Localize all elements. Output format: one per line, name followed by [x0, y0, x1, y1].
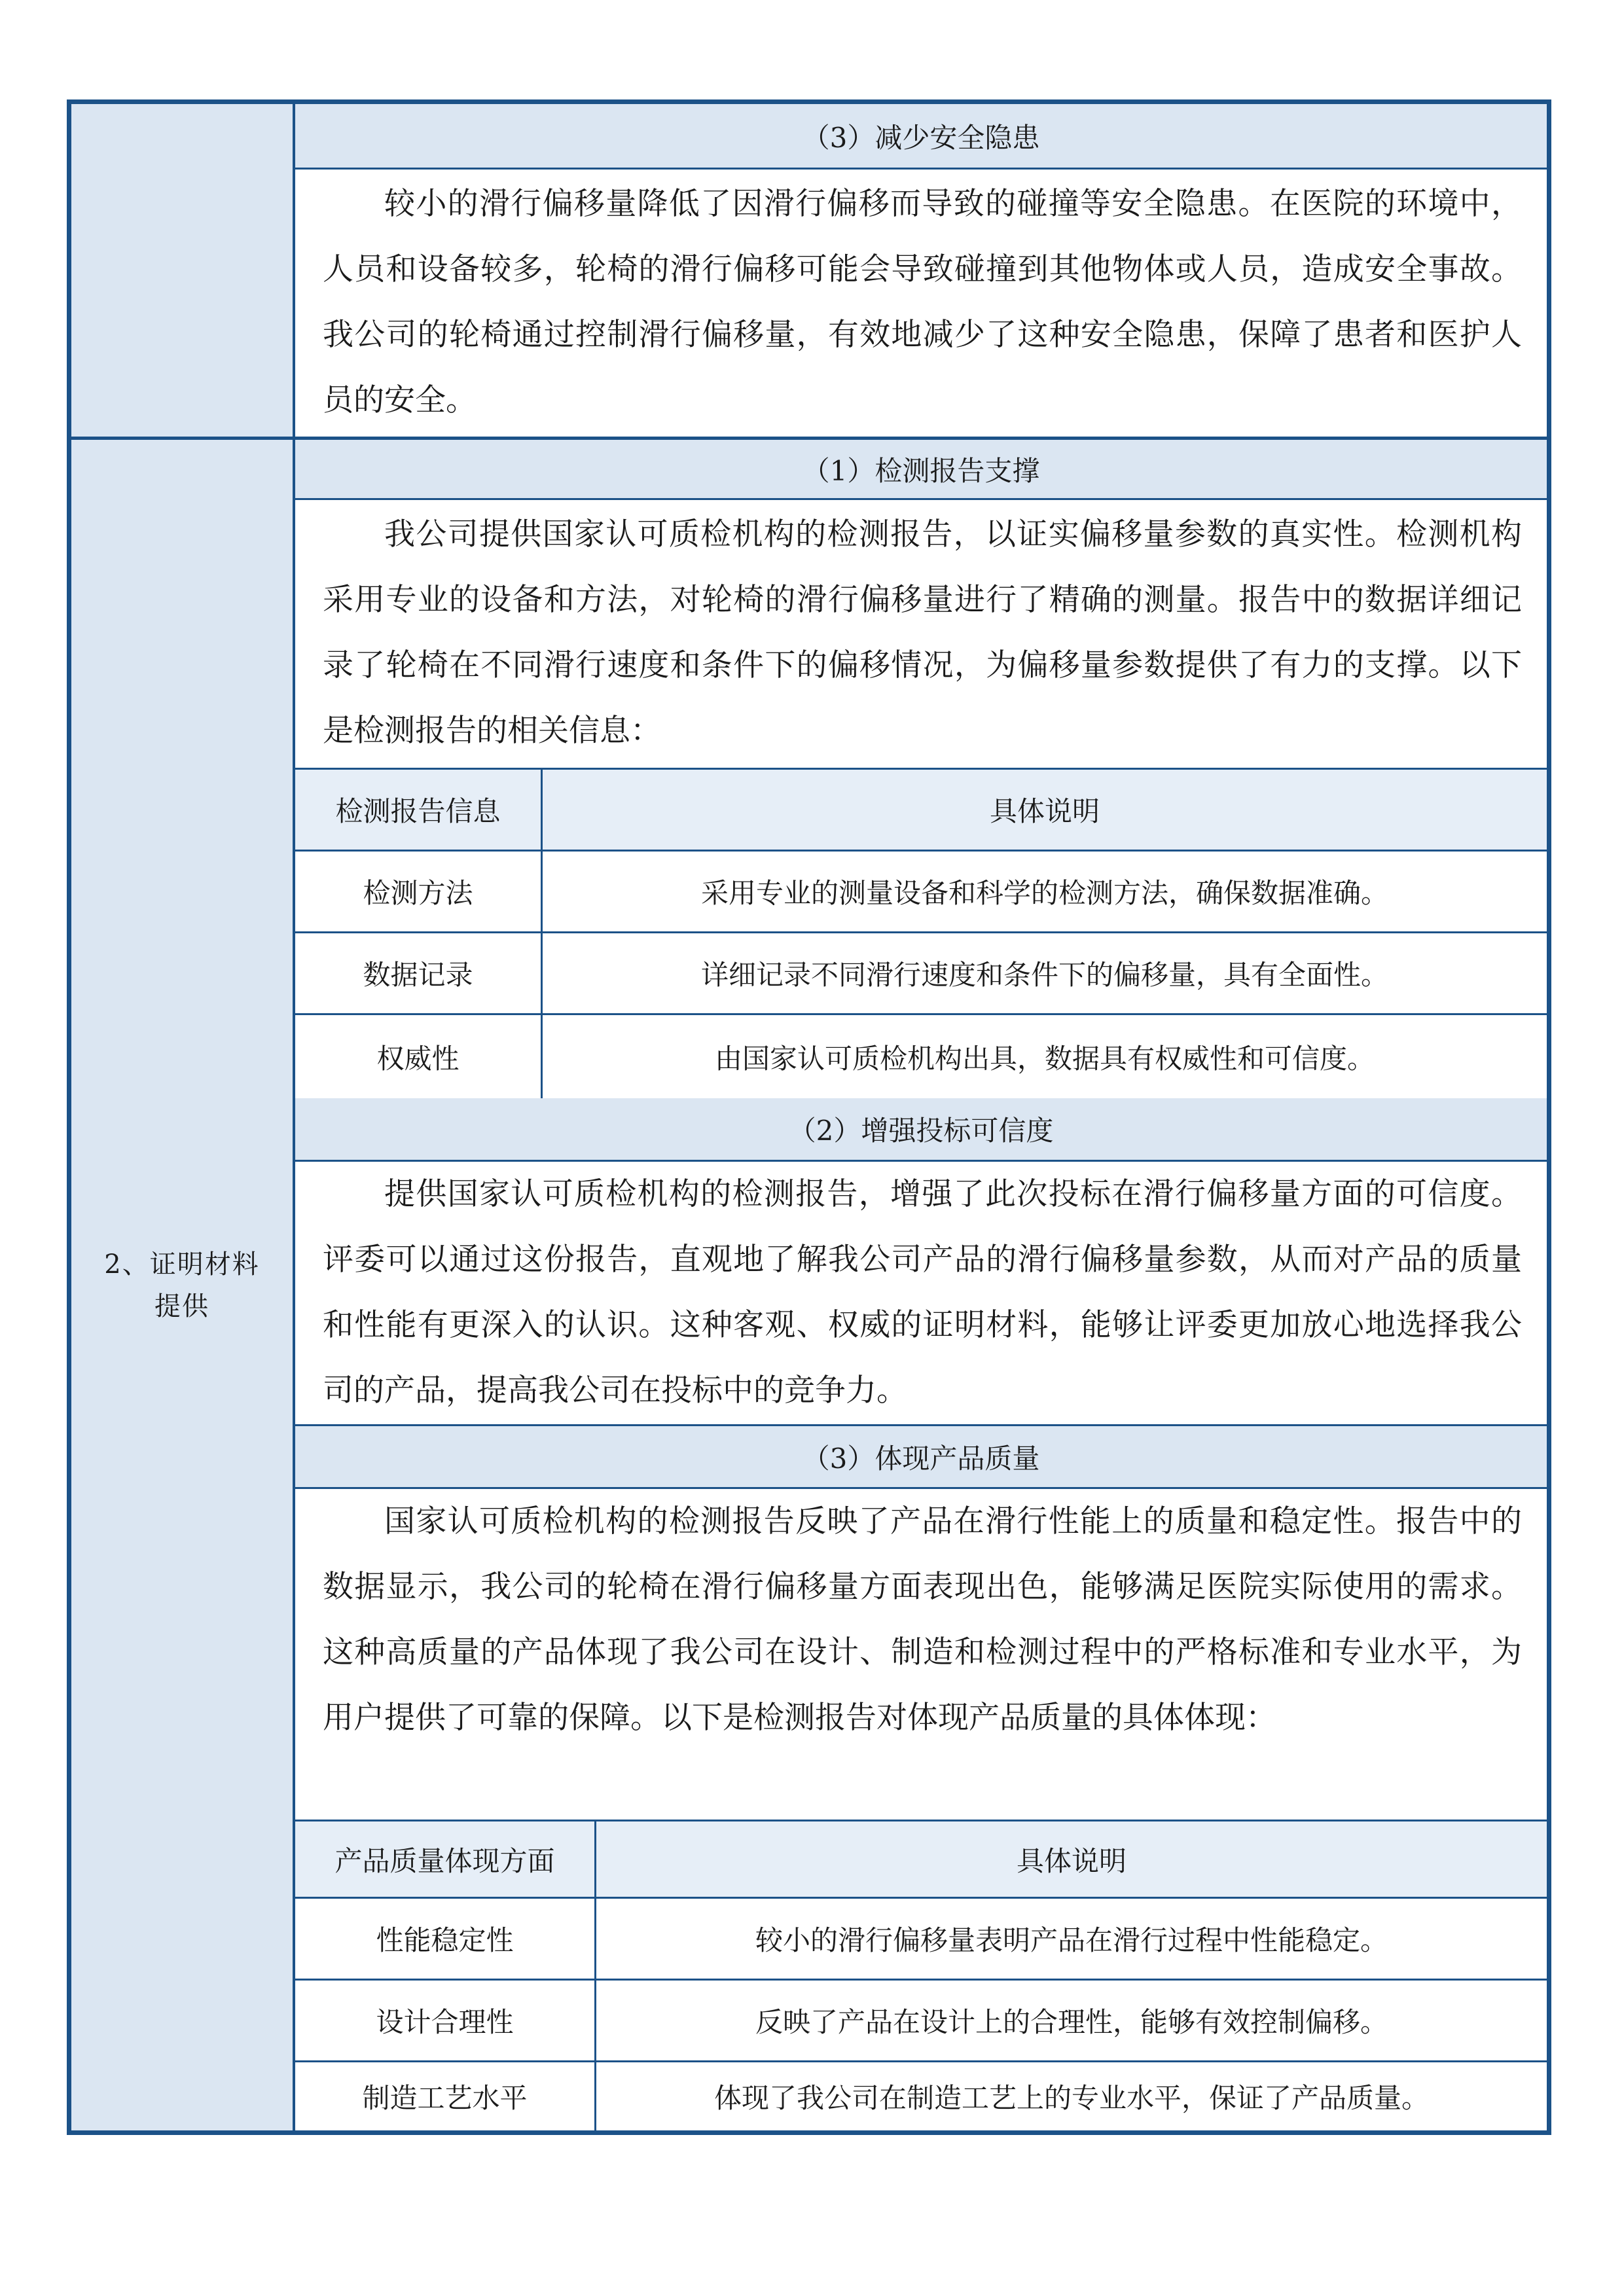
table-cell: 性能稳定性 — [295, 1899, 596, 1979]
subheading-enhance-bid-credibility: （2）增强投标可信度 — [295, 1098, 1547, 1162]
paragraph-enhance-bid-credibility: 提供国家认可质检机构的检测报告，增强了此次投标在滑行偏移量方面的可信度。评委可以通过这份报告，直观地了解我公司产品的滑行偏移量参数，从而对产品的质量和性能有更深入的认识。这种客观、权威的证明材料，能够让评委更加放心地选择我公司的产品，提高我公司在投标中的竞争力。 — [295, 1162, 1547, 1426]
subheading-reduce-safety-hazards: （3）减少安全隐患 — [295, 104, 1547, 170]
table-cell: 详细记录不同滑行速度和条件下的偏移量，具有全面性。 — [700, 959, 1388, 991]
section-proof-content — [295, 440, 1547, 2130]
table-cell: 制造工艺水平 — [295, 2062, 596, 2130]
table-header-row — [295, 770, 1547, 852]
subheading-reflect-product-quality: （3）体现产品质量 — [295, 1426, 1547, 1489]
section-proof-row — [71, 440, 1547, 2130]
table-cell: 检测方法 — [295, 852, 543, 931]
table-header-cell: 产品质量体现方面 — [295, 1821, 596, 1897]
product-quality-table — [295, 1821, 1547, 2130]
paragraph-reflect-product-quality: 国家认可质检机构的检测报告反映了产品在滑行性能上的质量和稳定性。报告中的数据显示，我公司的轮椅在滑行偏移量方面表现出色，能够满足医院实际使用的需求。这种高质量的产品体现了我公司在设计、制造和检测过程中的严格标准和专业水平，为用户提供了可靠的保障。以下是检测报告对体现产品质量的具体体现： — [295, 1489, 1547, 1821]
table-header-row — [295, 1821, 1547, 1899]
test-report-table — [295, 770, 1547, 1101]
document-table-frame — [67, 99, 1551, 2135]
table-cell: 设计合理性 — [295, 1981, 596, 2060]
table-header-cell: 具体说明 — [989, 795, 1100, 827]
subheading-test-report-support: （1）检测报告支撑 — [295, 440, 1547, 500]
section-safety-label — [71, 104, 295, 437]
section-proof-label: 2、证明材料提供 — [71, 440, 295, 2130]
section-safety-content — [295, 104, 1547, 437]
section-safety-row — [71, 104, 1547, 437]
table-cell: 采用专业的测量设备和科学的检测方法，确保数据准确。 — [700, 877, 1388, 909]
table-row — [295, 1899, 1547, 1981]
table-cell: 权威性 — [295, 1015, 543, 1098]
table-row — [295, 1981, 1547, 2062]
paragraph-test-report-support: 我公司提供国家认可质检机构的检测报告，以证实偏移量参数的真实性。检测机构采用专业的设备和方法，对轮椅的滑行偏移量进行了精确的测量。报告中的数据详细记录了轮椅在不同滑行速度和条件下的偏移情况，为偏移量参数提供了有力的支撑。以下是检测报告的相关信息： — [295, 500, 1547, 770]
table-header-cell: 具体说明 — [1016, 1844, 1127, 1877]
table-cell: 反映了产品在设计上的合理性，能够有效控制偏移。 — [755, 2006, 1388, 2038]
table-row — [295, 852, 1547, 933]
paragraph-reduce-safety-hazards: 较小的滑行偏移量降低了因滑行偏移而导致的碰撞等安全隐患。在医院的环境中，人员和设备较多，轮椅的滑行偏移可能会导致碰撞到其他物体或人员，造成安全事故。我公司的轮椅通过控制滑行偏移量，有效地减少了这种安全隐患，保障了患者和医护人员的安全。 — [295, 170, 1547, 437]
table-row — [295, 2062, 1547, 2130]
table-row — [295, 1015, 1547, 1098]
table-cell: 较小的滑行偏移量表明产品在滑行过程中性能稳定。 — [755, 1924, 1388, 1956]
table-header-cell: 检测报告信息 — [295, 770, 543, 850]
table-cell: 体现了我公司在制造工艺上的专业水平，保证了产品质量。 — [713, 2082, 1429, 2114]
table-cell: 数据记录 — [295, 933, 543, 1013]
table-cell: 由国家认可质检机构出具，数据具有权威性和可信度。 — [714, 1042, 1375, 1075]
table-row — [295, 933, 1547, 1015]
